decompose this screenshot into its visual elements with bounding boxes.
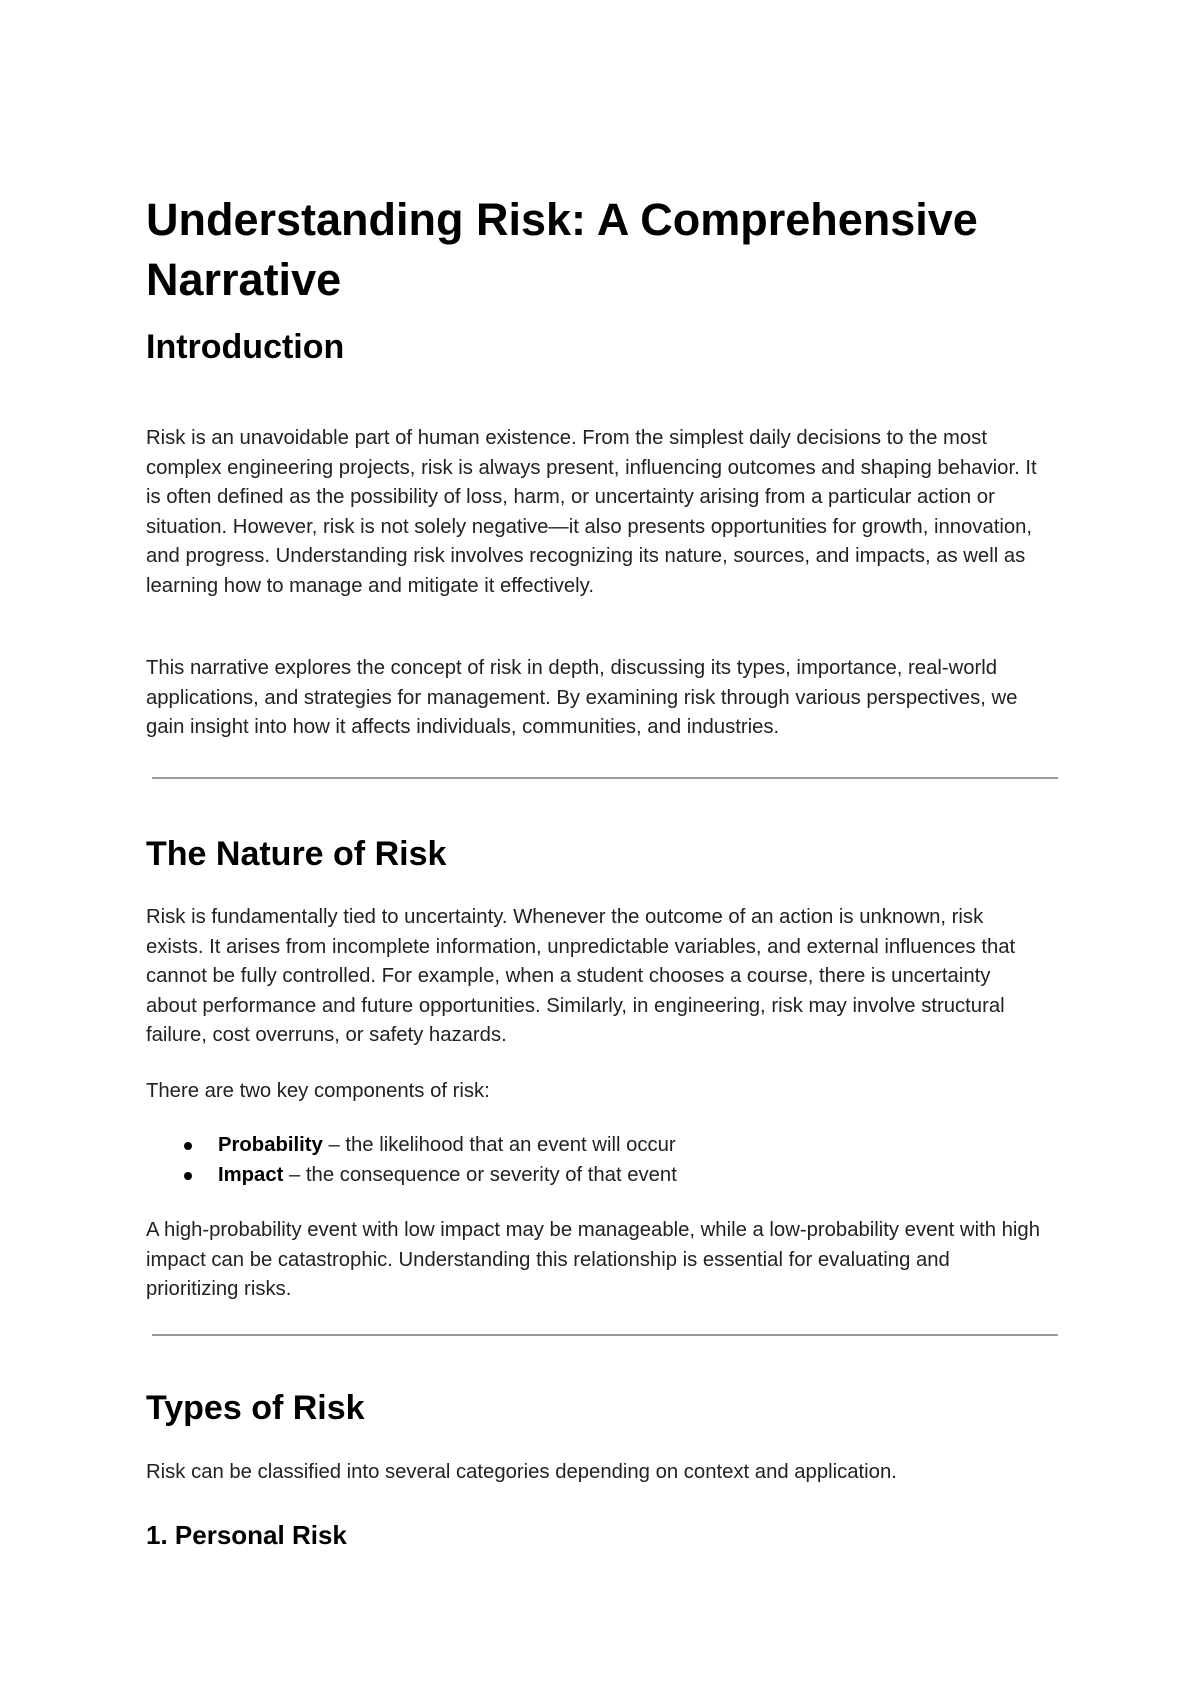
- introduction-heading: Introduction: [146, 328, 345, 366]
- risk-components-intro: There are two key components of risk:: [146, 1080, 490, 1102]
- introduction-paragraph-2: This narrative explores the concept of risk in depth, discussing its types, importance, real-world applications, and strategies for management. By examining risk through various perspectives, we gain insight into how it affects individuals, communities, and industries.: [146, 657, 1018, 738]
- document-title: Understanding Risk: A Comprehensive Narrative: [146, 194, 978, 305]
- component-term: Probability: [218, 1134, 323, 1156]
- risk-components-list: [184, 1131, 677, 1190]
- introduction-paragraph-1: Risk is an unavoidable part of human existence. From the simplest daily decisions to the most complex engineering projects, risk is always present, influencing outcomes and shaping behavior. It is often defined as the possibility of loss, harm, or uncertainty arising from a particular action or situation. However, risk is not solely negative—it also presents opportunities for growth, innovation, and progress. Understanding risk involves recognizing its nature, sources, and impacts, as well as learning how to manage and mitigate it effectively.: [146, 427, 1037, 597]
- list-item: [184, 1131, 677, 1161]
- nature-of-risk-paragraph-2: A high-probability event with low impact may be manageable, while a low-probability event with high impact can be catastrophic. Understanding this relationship is essential for evaluating and prioritizing risks.: [146, 1219, 1040, 1300]
- nature-of-risk-paragraph-1: Risk is fundamentally tied to uncertainty. Whenever the outcome of an action is unknown, risk exists. It arises from incomplete information, unpredictable variables, and external influences that cannot be fully controlled. For example, when a student chooses a course, there is uncertainty about performance and future opportunities. Similarly, in engineering, risk may involve structural failure, cost overruns, or safety hazards.: [146, 906, 1016, 1046]
- personal-risk-heading: 1. Personal Risk: [146, 1520, 347, 1550]
- component-term: Impact: [218, 1163, 284, 1186]
- bullet-icon: [184, 1172, 192, 1180]
- section-divider: [152, 777, 1058, 779]
- nature-of-risk-heading: The Nature of Risk: [146, 835, 447, 873]
- types-of-risk-heading: Types of Risk: [146, 1389, 365, 1427]
- list-item: [184, 1161, 677, 1191]
- component-description: – the consequence or severity of that event: [283, 1163, 677, 1186]
- section-divider: [152, 1334, 1058, 1336]
- types-of-risk-intro: Risk can be classified into several categories depending on context and application.: [146, 1461, 897, 1483]
- bullet-icon: [184, 1142, 192, 1150]
- component-description: – the likelihood that an event will occur: [322, 1134, 676, 1156]
